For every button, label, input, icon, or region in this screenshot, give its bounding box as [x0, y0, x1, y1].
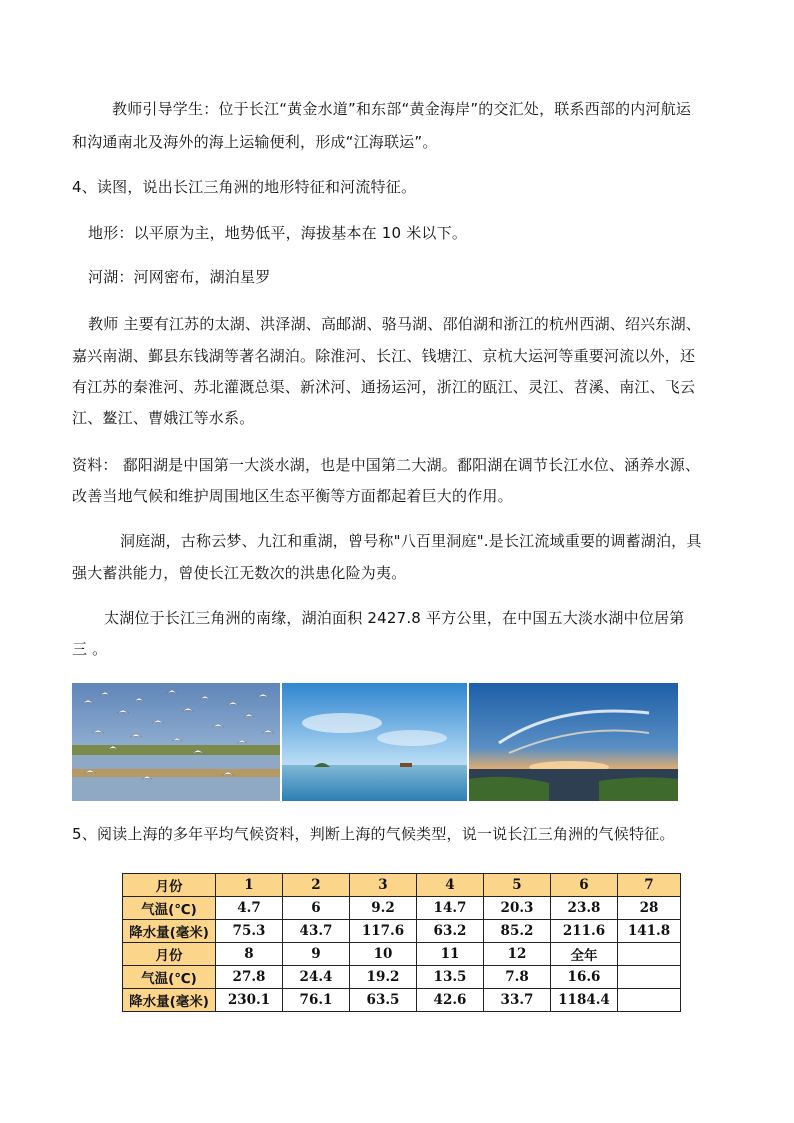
dongting-line1: 洞庭湖，古称云梦、九江和重湖，曾号称"八百里洞庭".是长江流域重要的调蓄湖泊，具	[120, 532, 702, 550]
question-5: 5、阅读上海的多年平均气候资料，判断上海的气候类型，说一说长江三角洲的气候特征。	[72, 825, 675, 843]
precip-cell: 117.6	[350, 920, 417, 943]
precip-cell: 211.6	[551, 920, 618, 943]
paragraph-p1-line1: 教师引导学生：位于长江“黄金水道”和东部“黄金海岸”的交汇处，联系西部的内河航运	[112, 100, 692, 118]
month-cell: 2	[283, 874, 350, 897]
month-cell: 9	[283, 943, 350, 966]
month-cell: 5	[484, 874, 551, 897]
row-label-month: 月份	[123, 943, 216, 966]
photo-birds-lake	[72, 683, 280, 801]
table-row	[123, 966, 681, 989]
temp-cell: 13.5	[417, 966, 484, 989]
resource-line2: 改善当地气候和维护周围地区生态平衡等方面都起着巨大的作用。	[72, 487, 513, 505]
resource-line1: 资料： 鄱阳湖是中国第一大淡水湖，也是中国第二大湖。鄱阳湖在调节长江水位、涵养水源、	[72, 456, 701, 474]
month-cell: 4	[417, 874, 484, 897]
teacher-line4: 江、鳌江、曹娥江等水系。	[72, 409, 255, 427]
teacher-line1: 教师 主要有江苏的太湖、洪泽湖、高邮湖、骆马湖、邵伯湖和浙江的杭州西湖、绍兴东湖、	[88, 315, 701, 333]
paragraph-p1-line2: 和沟通南北及海外的海上运输便利，形成“江海联运”。	[72, 133, 438, 151]
month-cell: 10	[350, 943, 417, 966]
table-row	[123, 897, 681, 920]
table-row	[123, 920, 681, 943]
temp-cell: 9.2	[350, 897, 417, 920]
month-cell	[618, 943, 681, 966]
month-cell: 11	[417, 943, 484, 966]
table-row	[123, 943, 681, 966]
temp-cell: 24.4	[283, 966, 350, 989]
row-label-precip: 降水量(毫米)	[123, 989, 216, 1012]
temp-cell: 6	[283, 897, 350, 920]
table-row	[123, 989, 681, 1012]
climate-table	[122, 873, 681, 1012]
month-cell: 全年	[551, 943, 618, 966]
precip-cell: 43.7	[283, 920, 350, 943]
precip-cell: 76.1	[283, 989, 350, 1012]
temp-cell: 7.8	[484, 966, 551, 989]
rivers-answer: 河湖：河网密布，湖泊星罗	[88, 268, 271, 286]
temp-cell: 27.8	[216, 966, 283, 989]
temp-cell: 4.7	[216, 897, 283, 920]
month-cell: 8	[216, 943, 283, 966]
dongting-line2: 强大蓄洪能力，曾使长江无数次的洪患化险为夷。	[72, 564, 407, 582]
taihu-line2: 三 。	[72, 640, 108, 658]
precip-cell	[618, 989, 681, 1012]
question-4: 4、读图，说出长江三角洲的地形特征和河流特征。	[72, 178, 417, 196]
temp-cell	[618, 966, 681, 989]
month-cell: 1	[216, 874, 283, 897]
row-label-temp: 气温(℃)	[123, 966, 216, 989]
precip-cell: 141.8	[618, 920, 681, 943]
temp-cell: 14.7	[417, 897, 484, 920]
month-cell: 12	[484, 943, 551, 966]
temp-cell: 20.3	[484, 897, 551, 920]
temp-cell: 28	[618, 897, 681, 920]
month-cell: 3	[350, 874, 417, 897]
row-label-precip: 降水量(毫米)	[123, 920, 216, 943]
photo-lake-island	[282, 683, 467, 801]
precip-cell: 63.5	[350, 989, 417, 1012]
temp-cell: 19.2	[350, 966, 417, 989]
precip-cell: 42.6	[417, 989, 484, 1012]
precip-cell: 33.7	[484, 989, 551, 1012]
row-label-month: 月份	[123, 874, 216, 897]
row-label-temp: 气温(℃)	[123, 897, 216, 920]
terrain-answer: 地形：以平原为主，地势低平，海拔基本在 10 米以下。	[88, 224, 468, 242]
temp-cell: 16.6	[551, 966, 618, 989]
taihu-line1: 太湖位于长江三角洲的南缘，湖泊面积 2427.8 平方公里，在中国五大淡水湖中位居第	[104, 609, 685, 627]
teacher-line2: 嘉兴南湖、鄞县东钱湖等著名湖泊。除淮河、长江、钱塘江、京杭大运河等重要河流以外，还	[72, 347, 696, 365]
temp-cell: 23.8	[551, 897, 618, 920]
month-cell: 6	[551, 874, 618, 897]
precip-cell: 230.1	[216, 989, 283, 1012]
month-cell: 7	[618, 874, 681, 897]
table-row	[123, 874, 681, 897]
precip-cell: 75.3	[216, 920, 283, 943]
precip-cell: 85.2	[484, 920, 551, 943]
teacher-line3: 有江苏的秦淮河、苏北灌溉总渠、新沭河、通扬运河，浙江的瓯江、灵江、苕溪、南江、飞云	[72, 378, 696, 396]
photo-lake-sunset	[469, 683, 678, 801]
precip-cell: 63.2	[417, 920, 484, 943]
precip-cell: 1184.4	[551, 989, 618, 1012]
